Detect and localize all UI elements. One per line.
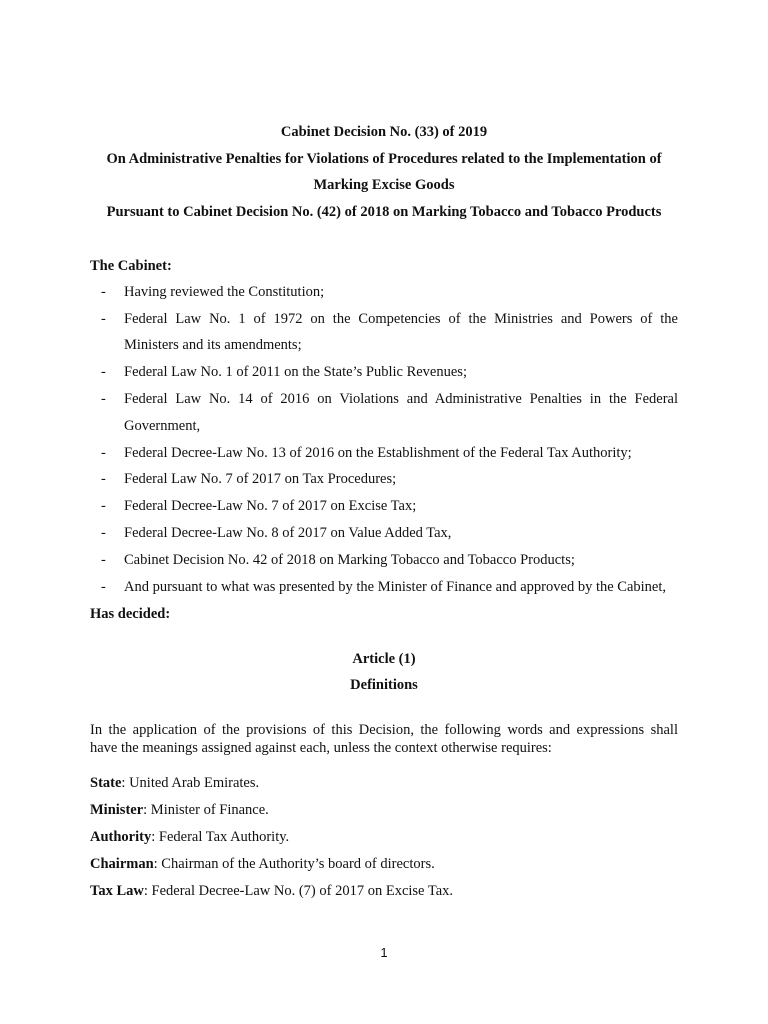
list-dash: -: [101, 525, 106, 541]
title-line-3: Marking Excise Goods: [313, 177, 455, 193]
recital-7: Federal Decree-Law No. 7 of 2017 on Excise Tax;: [124, 498, 417, 514]
definition-term: Chairman: [90, 856, 154, 872]
list-dash: -: [101, 445, 106, 461]
definition-term: Minister: [90, 802, 144, 818]
definition-minister: [90, 802, 269, 819]
definition-text: : Minister of Finance.: [143, 802, 269, 818]
list-dash: -: [101, 311, 106, 327]
recital-1: Having reviewed the Constitution;: [124, 284, 325, 300]
recital-2-line-2: Ministers and its amendments;: [124, 337, 302, 353]
list-dash: -: [101, 579, 106, 595]
recital-6: Federal Law No. 7 of 2017 on Tax Procedures;: [124, 471, 397, 487]
recital-10: And pursuant to what was presented by the Minister of Finance and approved by the Cabinet,: [124, 579, 667, 595]
recital-5: Federal Decree-Law No. 13 of 2016 on the Establishment of the Federal Tax Authority;: [124, 445, 632, 461]
article-subtitle: Definitions: [350, 677, 418, 693]
recital-4-line-1: Federal Law No. 14 of 2016 on Violations and Administrative Penalties in the Federal: [124, 391, 678, 407]
definition-authority: [90, 829, 289, 846]
definition-text: : Federal Tax Authority.: [151, 829, 290, 845]
intro-line-2: have the meanings assigned against each, unless the context otherwise requires:: [90, 740, 552, 756]
list-dash: -: [101, 471, 106, 487]
definition-text: : Federal Decree-Law No. (7) of 2017 on Excise Tax.: [143, 883, 454, 899]
intro-line-1: In the application of the provisions of this Decision, the following words and expressions shall: [90, 722, 678, 738]
definition-text: : Chairman of the Authority’s board of directors.: [153, 856, 435, 872]
list-dash: -: [101, 552, 106, 568]
list-dash: -: [101, 498, 106, 514]
has-decided-heading: Has decided:: [90, 606, 171, 622]
title-line-4: Pursuant to Cabinet Decision No. (42) of 2018 on Marking Tobacco and Tobacco Products: [106, 204, 662, 220]
definition-state: [90, 775, 259, 792]
article-title: Article (1): [352, 651, 416, 667]
recital-2-line-1: Federal Law No. 1 of 1972 on the Competencies of the Ministries and Powers of the: [124, 311, 678, 327]
definition-term: Tax Law: [90, 883, 144, 899]
recital-9: Cabinet Decision No. 42 of 2018 on Marking Tobacco and Tobacco Products;: [124, 552, 575, 568]
recital-8: Federal Decree-Law No. 8 of 2017 on Value Added Tax,: [124, 525, 452, 541]
definition-chairman: [90, 856, 435, 873]
cabinet-heading: The Cabinet:: [90, 258, 172, 274]
definition-term: State: [90, 775, 122, 791]
title-line-2: On Administrative Penalties for Violations of Procedures related to the Implementation of: [106, 151, 662, 167]
title-line-1: Cabinet Decision No. (33) of 2019: [280, 124, 488, 140]
definition-term: Authority: [90, 829, 152, 845]
list-dash: -: [101, 364, 106, 380]
page-number: 1: [380, 945, 388, 960]
list-dash: -: [101, 391, 106, 407]
definition-text: : United Arab Emirates.: [121, 775, 260, 791]
recital-4-line-2: Government,: [124, 418, 201, 434]
definition-tax-law: [90, 883, 453, 900]
list-dash: -: [101, 284, 106, 300]
recital-3: Federal Law No. 1 of 2011 on the State’s Public Revenues;: [124, 364, 467, 380]
